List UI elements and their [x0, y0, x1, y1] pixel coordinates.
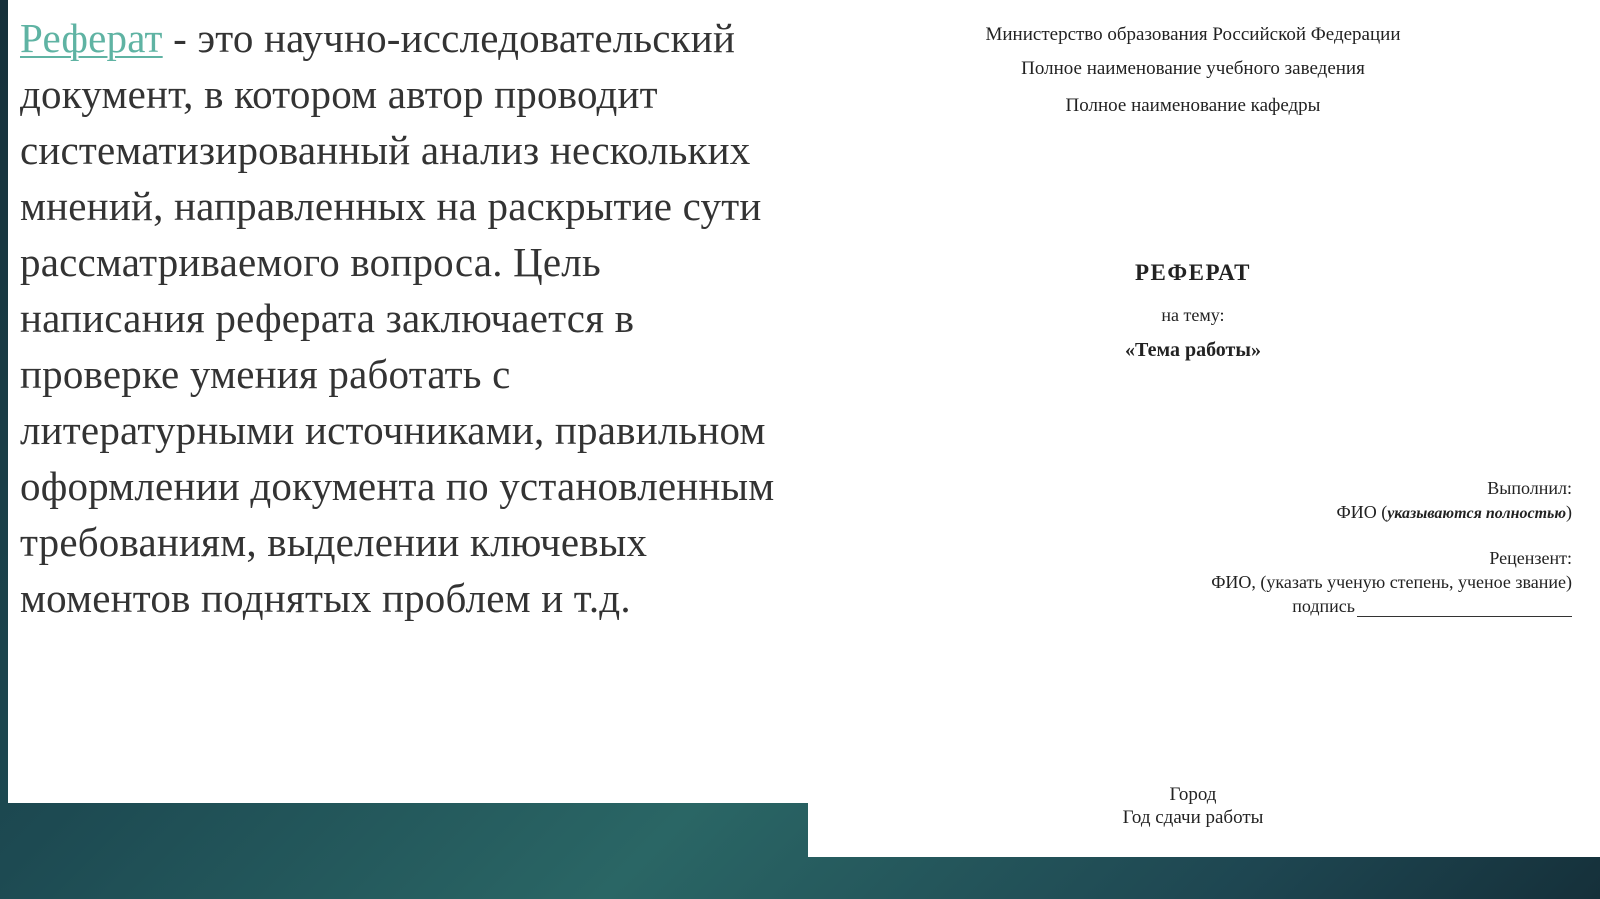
- topic-title: «Тема работы»: [1125, 339, 1261, 361]
- reviewer-label: Рецензент:: [1489, 548, 1572, 568]
- definition-paragraph: [20, 10, 790, 626]
- city-line: Город: [1169, 784, 1217, 805]
- reviewer-name: ФИО, (указать ученую степень, ученое звание): [1211, 572, 1572, 592]
- ministry-line: Министерство образования Российской Федерации: [985, 24, 1401, 45]
- signature-label: подпись: [1292, 596, 1355, 616]
- term-link[interactable]: Реферат: [20, 15, 163, 61]
- title-page-sample: [808, 0, 1600, 857]
- signature-line: [1357, 598, 1572, 617]
- signature-row: [1292, 596, 1572, 617]
- author-hint: указываются полностью: [1387, 505, 1566, 522]
- document-type-title: РЕФЕРАТ: [1134, 260, 1252, 285]
- department-line: Полное наименование кафедры: [1065, 95, 1321, 116]
- author-name-prefix: ФИО (: [1336, 502, 1388, 522]
- institution-line: Полное наименование учебного заведения: [1021, 58, 1365, 79]
- year-line: Год сдачи работы: [1122, 807, 1264, 828]
- author-name: [1336, 502, 1572, 523]
- author-label: Выполнил:: [1487, 478, 1572, 498]
- definition-panel: [8, 0, 808, 803]
- definition-text: - это научно-исследовательский документ, в котором автор проводит систематизированный анализ нескольких мнений, направленных на раскрытие сути рассматриваемого вопроса. Цель написания реферата заключается в проверке умения работать с литературными источниками, правильном оформлении документа по установленным требованиям, выделении ключевых моментов поднятых проблем и т.д.: [20, 15, 775, 621]
- author-name-close: ): [1566, 502, 1572, 522]
- topic-label: на тему:: [1161, 305, 1225, 325]
